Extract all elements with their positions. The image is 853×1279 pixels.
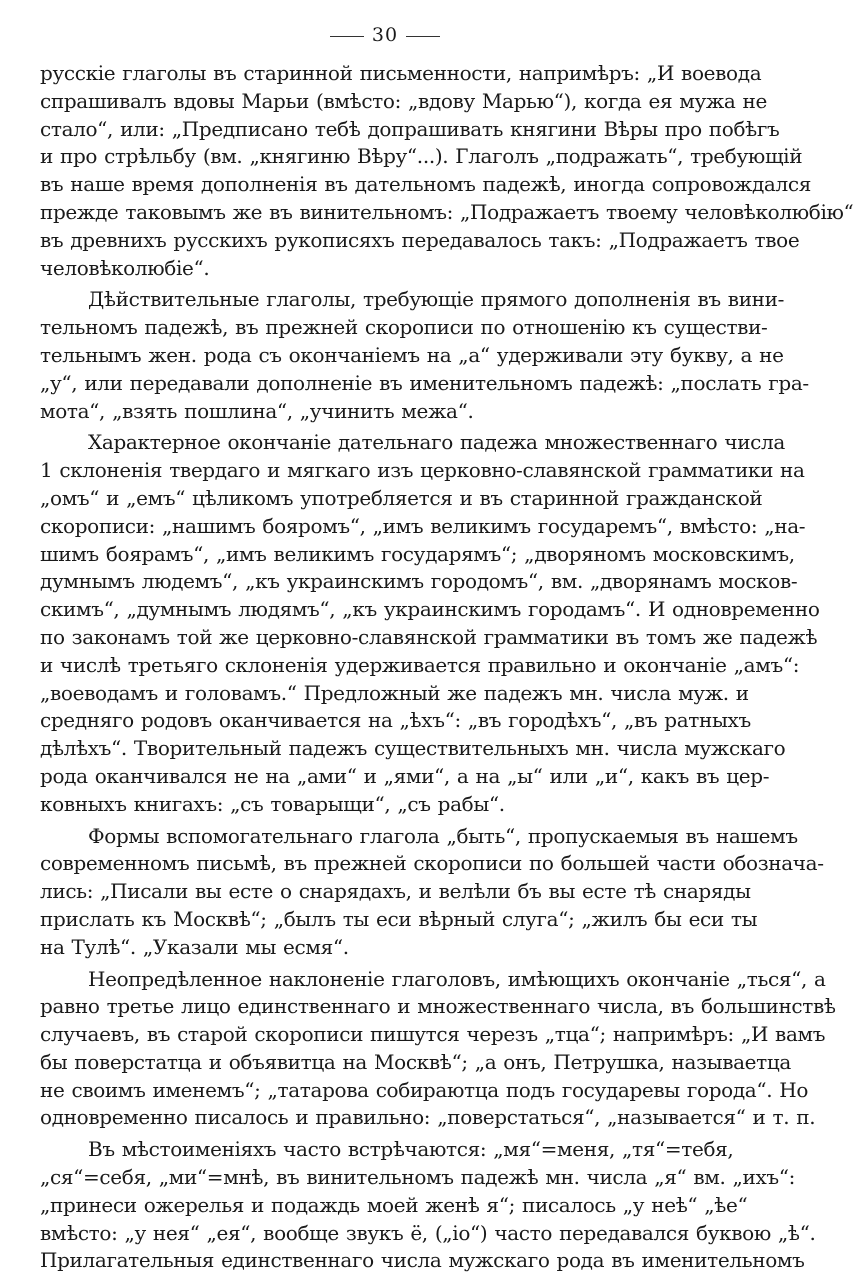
page-number: 30 <box>371 24 399 46</box>
text-body <box>40 60 853 1275</box>
text-line: не своимъ именемъ“; „татарова собираютца подъ государевы города“. Но <box>40 1077 809 1102</box>
text-line: Характерное окончаніе дательнаго падежа множественнаго числа <box>88 430 785 455</box>
page-header <box>40 18 730 52</box>
text-line: современномъ письмѣ, въ прежней скорописи по большей части обознача- <box>40 851 824 876</box>
text-line: равно третье лицо единственнаго и множественнаго числа, въ большинствѣ <box>40 994 836 1019</box>
text-line: тельномъ падежѣ, въ прежней скорописи по отношенію къ существи- <box>40 315 768 340</box>
text-line: Въ мѣстоименіяхъ часто встрѣчаются: „мя“=меня, „тя“=тебя, <box>88 1137 734 1162</box>
paragraph <box>40 966 836 1133</box>
page <box>40 18 853 1279</box>
text-line: Формы вспомогательнаго глагола „быть“, пропускаемыя въ нашемъ <box>88 823 798 848</box>
paragraph <box>40 60 853 282</box>
text-line: и про стрѣльбу (вм. „княгиню Вѣру“...). Глаголъ „подражать“, требующій <box>40 144 803 169</box>
paragraph <box>40 1136 816 1275</box>
text-line: въ наше время дополненія въ дательномъ падежѣ, иногда сопровождался <box>40 172 811 197</box>
paragraph <box>40 429 820 818</box>
text-line: рода оканчивался не на „ами“ и „ями“, а на „ы“ или „и“, какъ въ цер- <box>40 763 770 788</box>
text-line: средняго родовъ оканчивается на „ѣхъ“: „въ городѣхъ“, „въ ратныхъ <box>40 708 751 733</box>
text-line: мота“, „взять пошлина“, „учинить межа“. <box>40 398 474 423</box>
text-line: вмѣсто: „у нея“ „ея“, вообще звукъ ё, („іо“) часто передавался буквою „ѣ“. <box>40 1220 816 1245</box>
text-line: думнымъ людемъ“, „къ украинскимъ городомъ“, вм. „дворянамъ москов- <box>40 569 798 594</box>
text-line: одновременно писалось и правильно: „поверстаться“, „называется“ и т. п. <box>40 1105 816 1130</box>
text-line: тельнымъ жен. рода съ окончаніемъ на „а“ удерживали эту букву, а не <box>40 342 784 367</box>
text-line: лись: „Писали вы есте о снарядахъ, и велѣли бъ вы есте тѣ снаряды <box>40 879 751 904</box>
text-line: человѣколюбіе“. <box>40 255 210 280</box>
text-line: на Тулѣ“. „Указали мы есмя“. <box>40 934 349 959</box>
text-line: скорописи: „нашимъ бояромъ“, „имъ великимъ государемъ“, вмѣсто: „на- <box>40 513 806 538</box>
text-line: прежде таковымъ же въ винительномъ: „Подражаетъ твоему человѣколюбію“ <box>40 199 853 224</box>
text-line: „принеси ожерелья и подаждь моей женѣ я“; писалось „у неѣ“ „ѣе“ <box>40 1192 748 1217</box>
text-line: Прилагательныя единственнаго числа мужскаго рода въ именительномъ <box>40 1248 805 1273</box>
header-rule-left <box>330 36 364 37</box>
text-line: дѣлѣхъ“. Творительный падежъ существительныхъ мн. числа мужскаго <box>40 736 786 761</box>
text-line: прислать къ Москвѣ“; „былъ ты еси вѣрный слуга“; „жилъ бы еси ты <box>40 906 758 931</box>
text-line: шимъ боярамъ“, „имъ великимъ государямъ“; „дворяномъ московскимъ, <box>40 541 795 566</box>
paragraph <box>40 823 824 962</box>
text-line: Дѣйствительные глаголы, требующіе прямого дополненія въ вини- <box>88 287 785 312</box>
text-line: „омъ“ и „емъ“ цѣликомъ употребляется и въ старинной гражданской <box>40 485 763 510</box>
text-line: по законамъ той же церковно-славянской грамматики въ томъ же падежѣ <box>40 624 818 649</box>
header-rule-right <box>406 36 440 37</box>
text-line: русскіе глаголы въ старинной письменности, напримѣръ: „И воевода <box>40 61 762 85</box>
text-line: бы поверстатца и объявитца на Москвѣ“; „а онъ, Петрушка, называетца <box>40 1049 791 1074</box>
text-line: въ древнихъ русскихъ рукописяхъ передавалось такъ: „Подражаетъ твое <box>40 227 800 252</box>
text-line: ковныхъ книгахъ: „съ товарыщи“, „съ рабы“. <box>40 791 505 816</box>
text-line: „у“, или передавали дополненіе въ именительномъ падежѣ: „послать гра- <box>40 370 809 395</box>
text-line: скимъ“, „думнымъ людямъ“, „къ украинскимъ городамъ“. И одновременно <box>40 597 820 622</box>
text-line: 1 склоненія твердаго и мягкаго изъ церковно-славянской грамматики на <box>40 458 805 483</box>
text-line: спрашивалъ вдовы Марьи (вмѣсто: „вдову Марью“), когда ея мужа не <box>40 88 767 113</box>
text-line: стало“, или: „Предписано тебѣ допрашивать княгини Вѣры про побѣгъ <box>40 116 780 141</box>
paragraph <box>40 286 809 425</box>
text-line: и числѣ третьяго склоненія удерживается правильно и окончаніе „амъ“: <box>40 652 800 677</box>
text-line: Неопредѣленное наклоненіе глаголовъ, имѣющихъ окончаніе „ться“, а <box>88 966 826 991</box>
text-line: „ся“=себя, „ми“=мнѣ, въ винительномъ падежѣ мн. числа „я“ вм. „ихъ“: <box>40 1165 796 1190</box>
text-line: случаевъ, въ старой скорописи пишутся черезъ „тца“; напримѣръ: „И вамъ <box>40 1022 826 1047</box>
text-line: „воеводамъ и головамъ.“ Предложный же падежъ мн. числа муж. и <box>40 680 749 705</box>
